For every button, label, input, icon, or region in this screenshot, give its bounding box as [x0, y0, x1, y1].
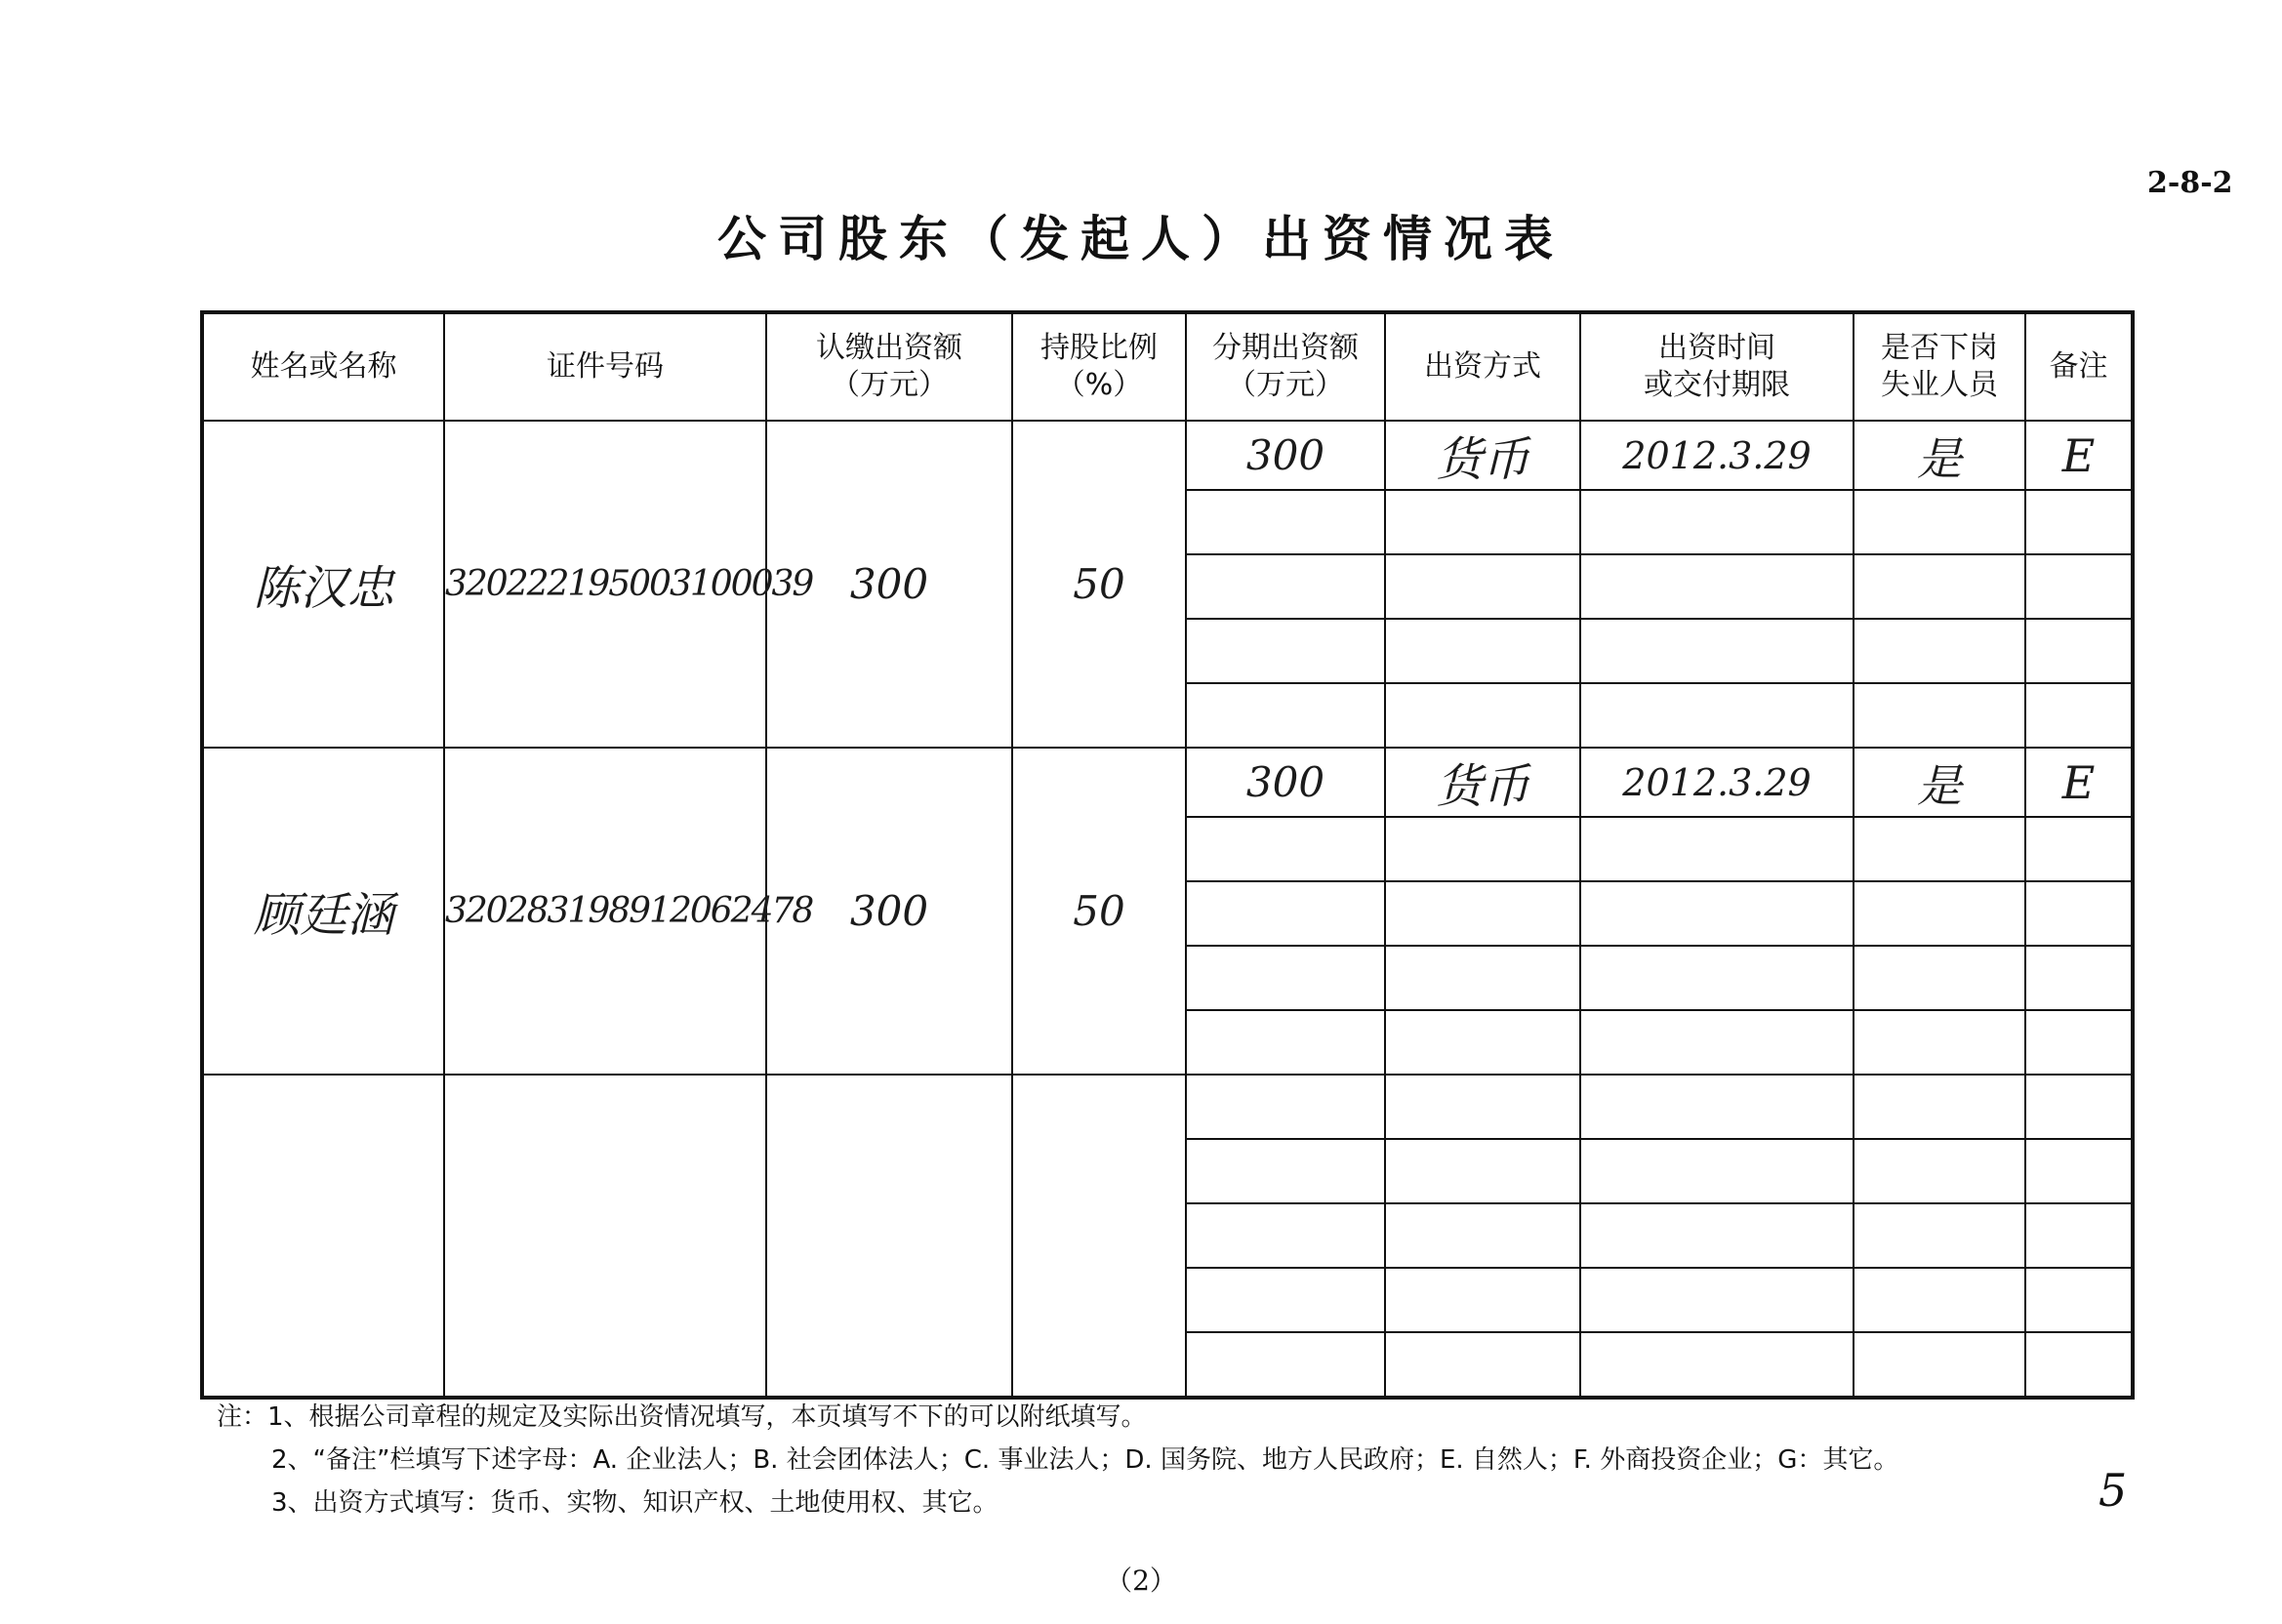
cell-ratio: 50 [1012, 421, 1186, 748]
cell-name: 顾廷涵 [202, 748, 444, 1075]
cell-id-number: 320283198912062478 [444, 748, 766, 1075]
header-installment: 分期出资额 （万元） [1186, 312, 1385, 421]
note-2: 2、“备注”栏填写下述字母：A. 企业法人；B. 社会团体法人；C. 事业法人；D. 国务院、地方人民政府；E. 自然人；F. 外商投资企业；G：其它。 [271, 1445, 1899, 1475]
cell-time: 2012.3.29 [1580, 421, 1854, 490]
header-subscribed: 认缴出资额 （万元） [766, 312, 1012, 421]
form-code: 2-8-2 [2147, 166, 2233, 200]
cell-method: 货币 [1385, 421, 1580, 490]
shareholder-table [200, 310, 2135, 1400]
margin-mark: 5 [2099, 1464, 2128, 1517]
cell-remark: E [2025, 748, 2133, 817]
table-row [202, 421, 2133, 490]
cell-remark: E [2025, 421, 2133, 490]
header-ratio: 持股比例 （%） [1012, 312, 1186, 421]
note-3: 3、出资方式填写：货币、实物、知识产权、土地使用权、其它。 [271, 1488, 998, 1518]
cell-subscribed: 300 [766, 748, 1012, 1075]
cell-installment: 300 [1186, 748, 1385, 817]
table-header-row [202, 312, 2133, 421]
cell-laid-off: 是 [1854, 748, 2025, 817]
cell-id-number: 320222195003100039 [444, 421, 766, 748]
header-time: 出资时间 或交付期限 [1580, 312, 1854, 421]
header-laid-off: 是否下岗 失业人员 [1854, 312, 2025, 421]
cell-ratio: 50 [1012, 748, 1186, 1075]
page-number: （2） [1105, 1564, 1177, 1597]
header-method: 出资方式 [1385, 312, 1580, 421]
table-row [202, 1075, 2133, 1139]
cell-ratio [1012, 1075, 1186, 1398]
cell-name: 陈汉忠 [202, 421, 444, 748]
table-row [202, 748, 2133, 817]
cell-time: 2012.3.29 [1580, 748, 1854, 817]
note-1: 注：1、根据公司章程的规定及实际出资情况填写，本页填写不下的可以附纸填写。 [217, 1402, 1147, 1432]
cell-subscribed: 300 [766, 421, 1012, 748]
cell-subscribed [766, 1075, 1012, 1398]
header-name: 姓名或名称 [202, 312, 444, 421]
notes [217, 1396, 1898, 1524]
cell-id-number [444, 1075, 766, 1398]
cell-laid-off: 是 [1854, 421, 2025, 490]
cell-name [202, 1075, 444, 1398]
header-id-number: 证件号码 [444, 312, 766, 421]
header-remark: 备注 [2025, 312, 2133, 421]
cell-installment: 300 [1186, 421, 1385, 490]
cell-method: 货币 [1385, 748, 1580, 817]
page-title: 公司股东（发起人）出资情况表 [717, 211, 1565, 267]
